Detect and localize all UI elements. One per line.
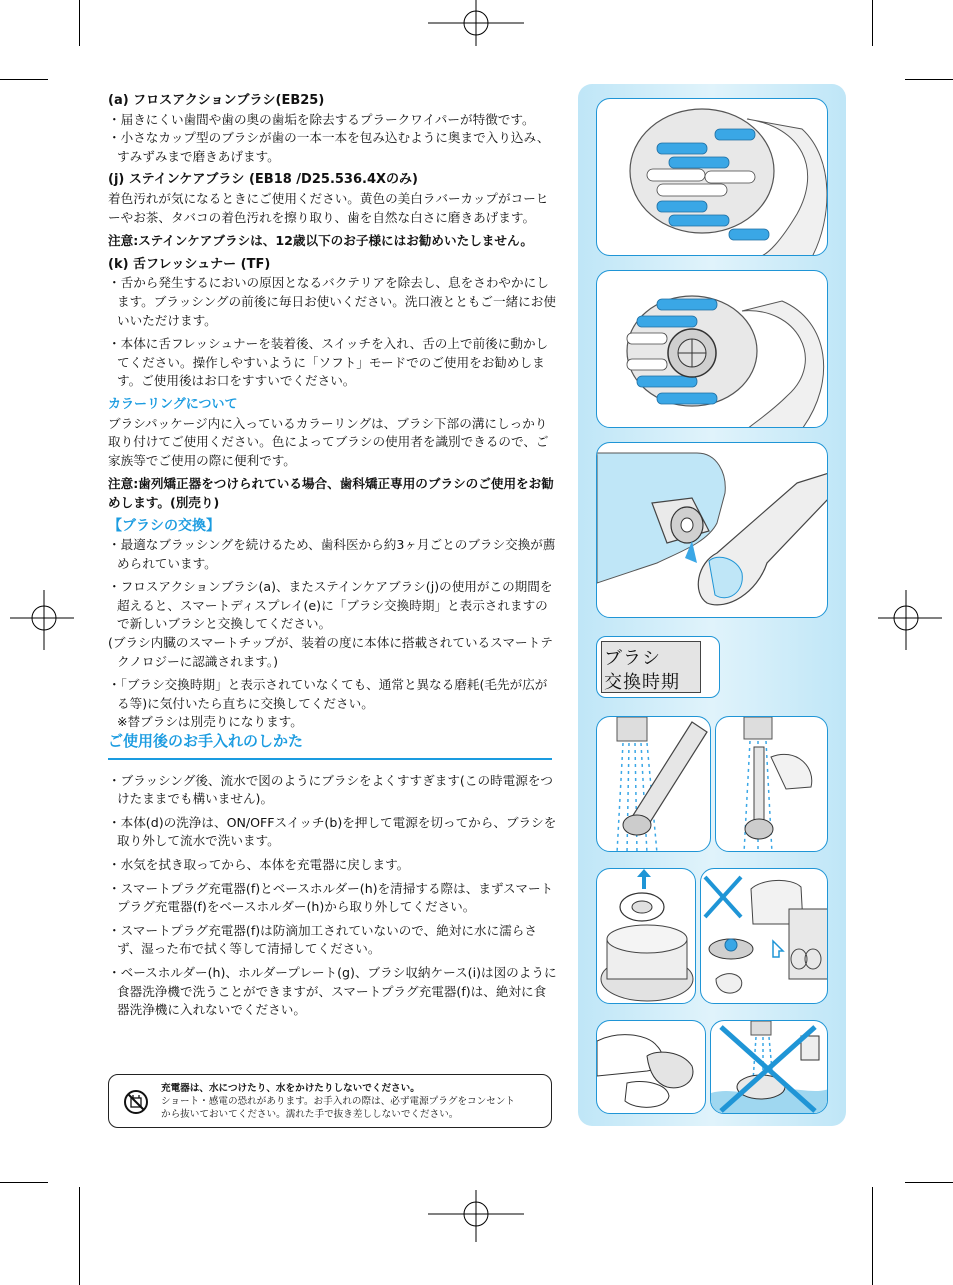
replace-bullet-3: ・「ブラシ交換時期」と表示されていなくても、通常と異なる磨耗(毛先が広がる等)に気付いたら直ちに交換してください。 <box>108 677 548 711</box>
rinse-brush-illustration-panel <box>596 716 711 852</box>
care-bullet-6: ・ベースホルダー(h)、ホルダープレート(g)、ブラシ収納ケース(i)は図のように食器洗浄機で洗うことができますが、スマートプラグ充電器(f)は、絶対に食器洗浄機に入れないでください。 <box>108 964 557 1018</box>
smart-display-line-2: 交換時期 <box>604 672 680 693</box>
smart-display-screen <box>601 641 701 693</box>
brush-k-bullet-1: ・舌から発生するにおいの原因となるバクテリアを除去し、息をさわやかにします。ブラッシングの前後に毎日お使いください。洗口液とともご一緒にお使いいただけます。 <box>108 275 556 328</box>
crop-mark-tl-h <box>0 79 48 80</box>
no-water-charger-illustration-panel <box>710 1020 828 1114</box>
crop-mark-tr-h <box>905 79 953 80</box>
registration-mark-bottom <box>428 1190 524 1250</box>
color-ring-warning: 注意:歯列矯正器をつけられている場合、歯科矯正専用のブラシのご使用をお勧めします。(別売り) <box>108 476 554 510</box>
registration-mark-left <box>10 590 74 654</box>
replace-note-paren: (ブラシ内臓のスマートチップが、装着の度に本体に搭載されているスマートテクノロジーに認識されます。) <box>108 635 553 669</box>
care-bullet-5: ・スマートプラグ充電器(f)は防滴加工されていないので、絶対に水に濡らさず、湿った布で拭く等して清掃してください。 <box>108 922 537 957</box>
stain-care-brush-illustration-panel <box>596 270 828 428</box>
brush-k-heading: (k) 舌フレッシュナー (TF) <box>108 256 271 272</box>
brush-a-bullet-1: ・届きにくい歯間や歯の奥の歯垢を除去するプラークワイパーが特徴です。 <box>108 111 535 127</box>
care-bullet-4: ・スマートプラグ充電器(f)とベースホルダー(h)を清掃する際は、まずスマートプラグ充電器(f)をベースホルダー(h)から取り外してください。 <box>108 880 554 915</box>
crop-mark-tr-v <box>872 0 873 46</box>
care-bullet-3: ・水気を拭き取ってから、本体を充電器に戻します。 <box>108 856 410 872</box>
rinse-brush-head-illustration-panel <box>715 716 828 852</box>
caution-line-3: から抜いておいてください。濡れた手で抜き差ししないでください。 <box>161 1109 459 1120</box>
replace-note: ※替ブラシは別売りになります。 <box>117 714 303 730</box>
color-ring-body: ブラシパッケージ内に入っているカラーリングは、ブラシ下部の溝にしっかり取り付けてご使用ください。色によってブラシの使用者を識別できるので、ご家族等でご使用の際に便利です。 <box>108 415 549 468</box>
no-water-icon <box>123 1089 149 1115</box>
dishwasher-illustration-panel <box>700 868 828 1004</box>
main-text-column <box>108 92 558 1020</box>
caution-line-1: 充電器は、水につけたり、水をかけたりしないでください。 <box>161 1083 420 1094</box>
crop-mark-bl-v <box>79 1187 80 1285</box>
brush-j-warning: 注意:ステインケアブラシは、12歳以下のお子様にはお勧めいたしません。 <box>108 233 533 249</box>
smart-display-line-1: ブラシ <box>604 648 661 669</box>
care-bullet-2: ・本体(d)の洗浄は、ON/OFFスイッチ(b)を押して電源を切ってから、ブラシを取り外して流水で洗います。 <box>108 814 557 849</box>
registration-mark-top <box>428 0 524 50</box>
brush-k-bullet-2: ・本体に舌フレッシュナーを装着後、スイッチを入れ、舌の上で前後に動かしてください。操作しやすいように「ソフト」モードでのご使用をお勧めします。ご使用後はお口をすすいでください。 <box>108 336 549 389</box>
crop-mark-br-v <box>872 1187 873 1285</box>
crop-mark-tl-v <box>79 0 80 46</box>
brush-a-bullet-2: ・小さなカップ型のブラシが歯の一本一本を包み込むように奥まで入り込み、すみずみまで磨きあげます。 <box>108 130 550 164</box>
wipe-charger-illustration-panel <box>596 1020 706 1114</box>
caution-box <box>108 1074 552 1128</box>
tongue-freshener-illustration-panel <box>596 442 828 618</box>
base-holder-illustration-panel <box>596 868 696 1004</box>
caution-line-2: ショート・感電の恐れがあります。お手入れの際は、必ず電源プラグをコンセント <box>161 1096 516 1107</box>
care-section-title: ご使用後のお手入れのしかた <box>108 732 304 750</box>
crop-mark-bl-h <box>0 1182 48 1183</box>
care-section-rule <box>108 758 552 760</box>
registration-mark-right <box>878 590 942 654</box>
brush-j-heading: (j) ステインケアブラシ (EB18 /D25.536.4Xのみ) <box>108 172 418 188</box>
replace-heading: 【ブラシの交換】 <box>108 518 220 535</box>
caution-text <box>161 1082 515 1121</box>
color-ring-heading: カラーリングについて <box>108 396 238 412</box>
replace-bullet-1: ・最適なブラッシングを続けるため、歯科医から約3ヶ月ごとのブラシ交換が薦められています。 <box>108 537 556 571</box>
crop-mark-br-h <box>905 1182 953 1183</box>
floss-brush-illustration-panel <box>596 98 828 256</box>
brush-a-heading: (a) フロスアクションブラシ(EB25) <box>108 93 325 108</box>
care-bullet-1: ・ブラッシング後、流水で図のようにブラシをよくすすぎます(この時電源をつけたままでも構いません)。 <box>108 772 554 807</box>
brush-j-body: 着色汚れが気になるときにご使用ください。黄色の美白ラバーカップがコーヒーやお茶、タバコの着色汚れを擦り取り、歯を自然な白さに磨きあげます。 <box>108 190 549 225</box>
replace-bullet-2: ・フロスアクションブラシ(a)、またステインケアブラシ(j)の使用がこの期間を超えると、スマートディスプレイ(e)に「ブラシ交換時期」と表示されますので新しいブラシと交換してください。 <box>108 579 553 632</box>
